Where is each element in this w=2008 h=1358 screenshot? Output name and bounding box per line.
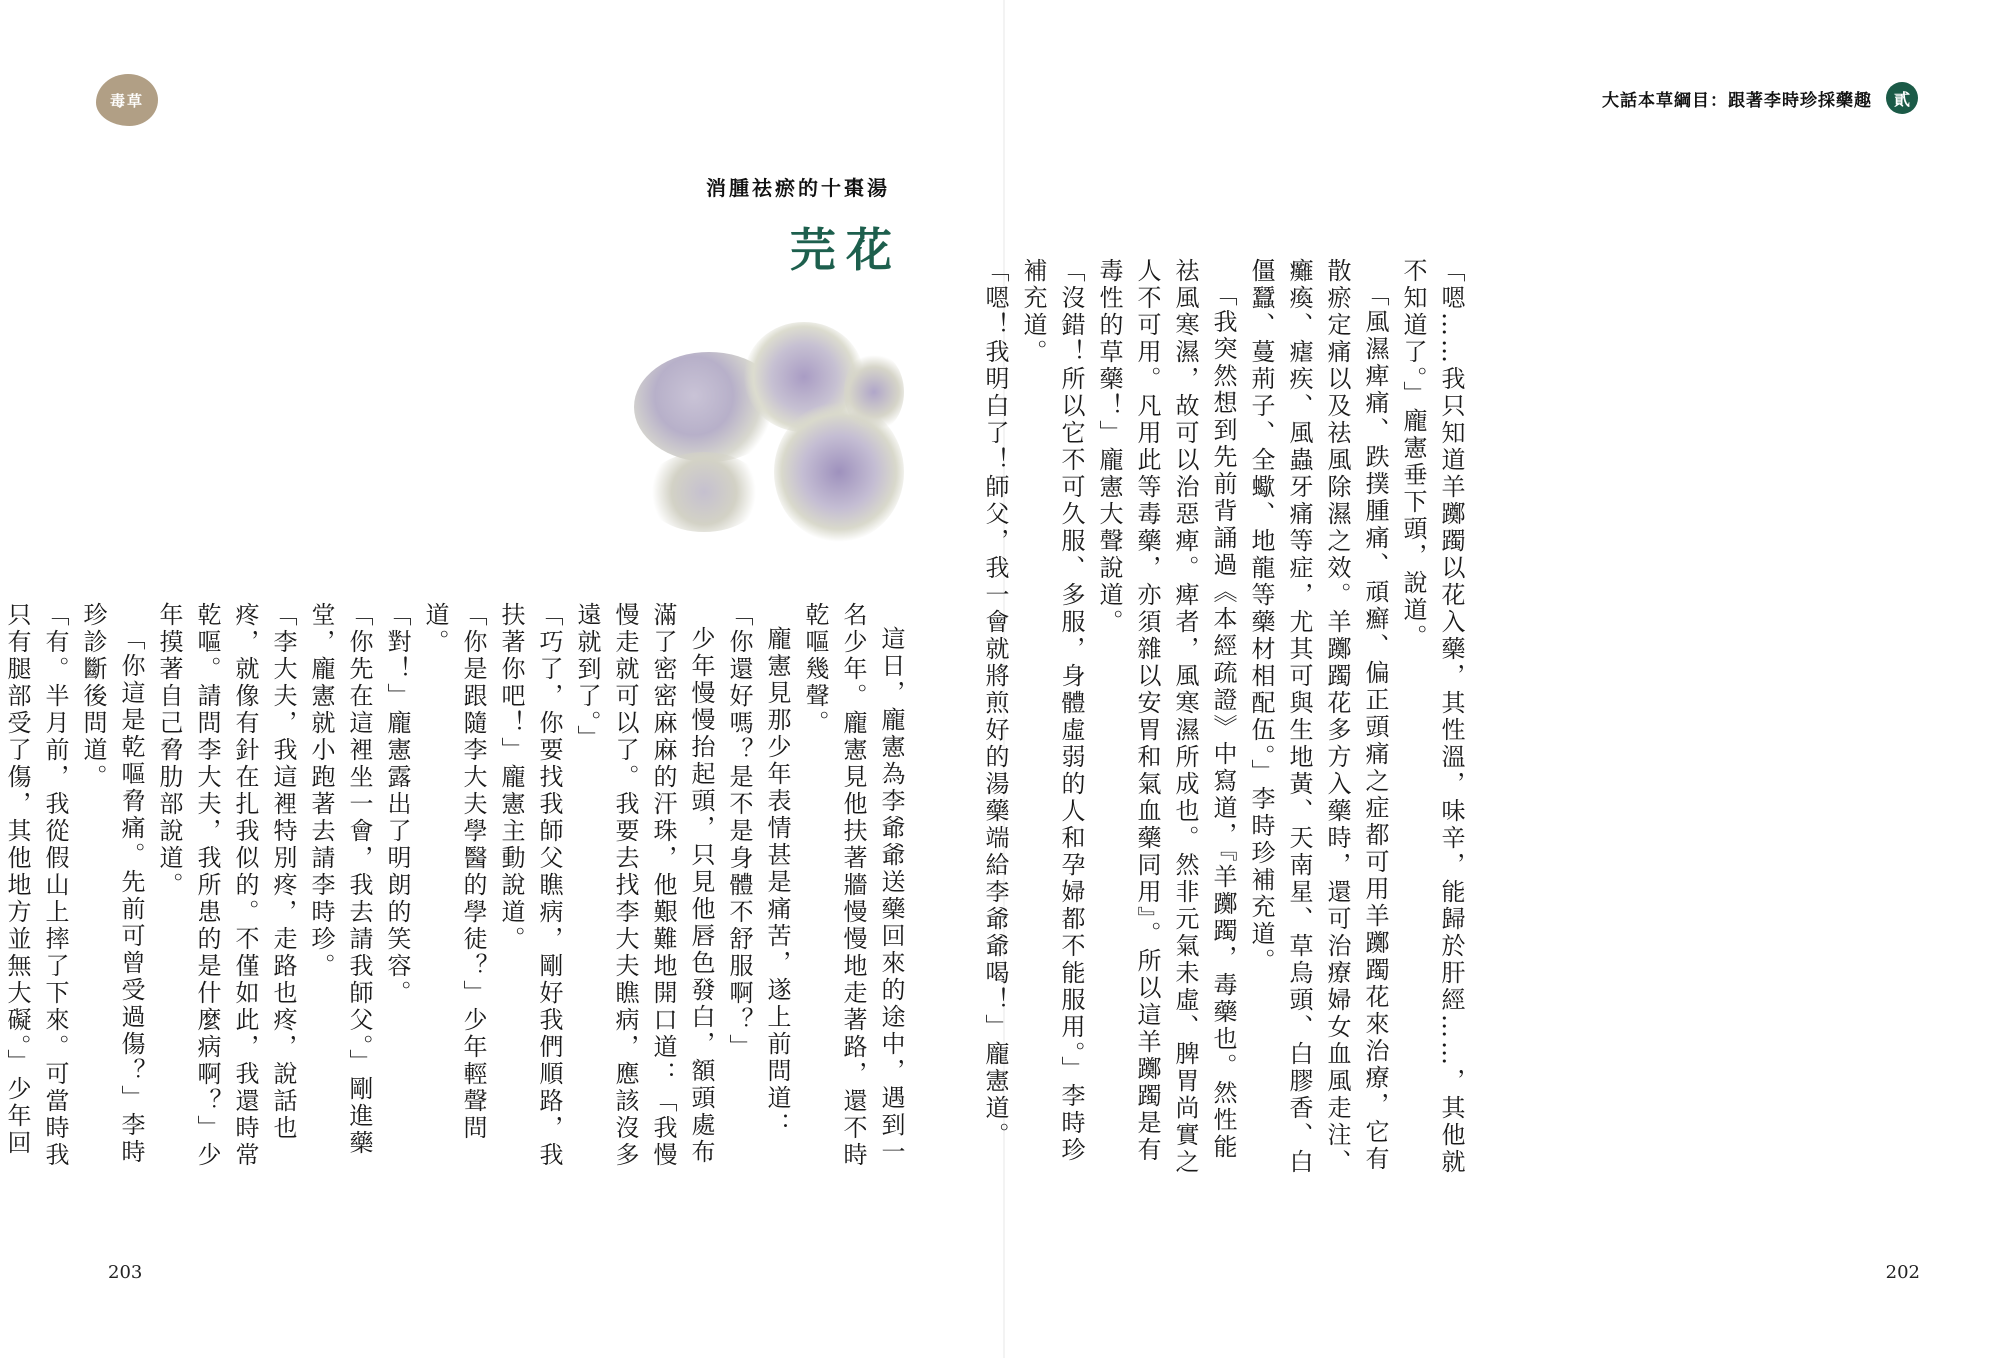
paragraph: 少年慢慢抬起頭，只見他唇色發白，額頭處布滿了密密麻麻的汗珠，他艱難地開口道：「我慢慢走就可以了。我要去找李大夫瞧病，應該沒多遠就到了。」 (573, 602, 715, 1169)
herb-image (624, 312, 904, 564)
paragraph: 「對！」龐憲露出了明朗的笑容。 (383, 602, 411, 1007)
paragraph: 「你先在這裡坐一會，我去請我師父。」剛進藥堂，龐憲就小跑著去請李時珍。 (307, 602, 373, 1157)
page-number-right: 202 (1885, 1262, 1920, 1283)
chapter-badge (96, 74, 158, 126)
book-header-title: 大話本草綱目：跟著李時珍採藥趣 (1602, 91, 1872, 111)
paragraph: 「嗯！我明白了！師父，我一會就將煎好的湯藥端給李爺爺喝！」龐憲道。 (981, 258, 1009, 1149)
paragraph: 「沒錯！所以它不可久服、多服，身體虛弱的人和孕婦都不能服用。」李時珍補充道。 (1019, 258, 1085, 1164)
section-subtitle: 消腫祛瘀的十棗湯 (706, 176, 890, 200)
paragraph: 「有。半月前，我從假山上摔了下來。可當時我只有腿部受了傷，其他地方並無大礙。」少年回 (3, 602, 69, 1169)
paragraph: 「你這是乾嘔脅痛。先前可曾受過傷？」李時珍診斷後問道。 (79, 602, 145, 1166)
chapter-badge-label: 毒草 (109, 91, 144, 110)
paragraph: 「李大夫，我這裡特別疼，走路也疼，說話也疼，就像有針在扎我似的。不僅如此，我還時常乾嘔。請問李大夫，我所患的是什麼病啊？」少年摸著自己脅肋部說道。 (155, 602, 297, 1169)
right-body-text (981, 258, 1470, 1186)
paragraph: 「你是跟隨李大夫學醫的學徒？」少年輕聲問道。 (421, 602, 487, 1142)
paragraph: 龐憲見那少年表情甚是痛苦，遂上前問道：「你還好嗎？是不是身體不舒服啊？」 (725, 602, 791, 1139)
paragraph: 這日，龐憲為李爺爺送藥回來的途中，遇到一名少年。龐憲見他扶著牆慢慢地走著路，還不時乾嘔幾聲。 (801, 602, 905, 1169)
paragraph: 「巧了，你要找我師父瞧病，剛好我們順路，我扶著你吧！」龐憲主動說道。 (497, 602, 563, 1169)
paragraph: 「風濕痺痛、跌撲腫痛、頑癬、偏正頭痛之症都可用羊躑躅花來治療，它有散瘀定痛以及祛風除濕之效。羊躑躅花多方入藥時，還可治療婦女血風走注、癱瘓、瘧疾、風蟲牙痛等症，尤其可與生地黃、天南星、草烏頭、白膠香、白僵蠶、蔓荊子、全蠍、地龍等藥材相配伍。」李時珍補充道。 (1247, 258, 1389, 1176)
paragraph: 「嗯……我只知道羊躑躅以花入藥，其性溫，味辛，能歸於肝經……，其他就不知道了。」龐憲垂下頭，說道。 (1399, 258, 1465, 1176)
page-number-left: 203 (108, 1262, 143, 1283)
left-body-text (3, 602, 910, 1178)
herb-title: 芫花 (790, 223, 902, 277)
paragraph: 「我突然想到先前背誦過《本經疏證》中寫道，『羊躑躅，毒藥也。然性能祛風寒濕，故可以治惡痺。痺者，風寒濕所成也。然非元氣未虛、脾胃尚實之人不可用。凡用此等毒藥，亦須雜以安胃和氣血藥同用』。所以這羊躑躅是有毒性的草藥！」龐憲大聲說道。 (1095, 258, 1237, 1176)
chapter-number-badge: 貳 (1886, 82, 1918, 114)
